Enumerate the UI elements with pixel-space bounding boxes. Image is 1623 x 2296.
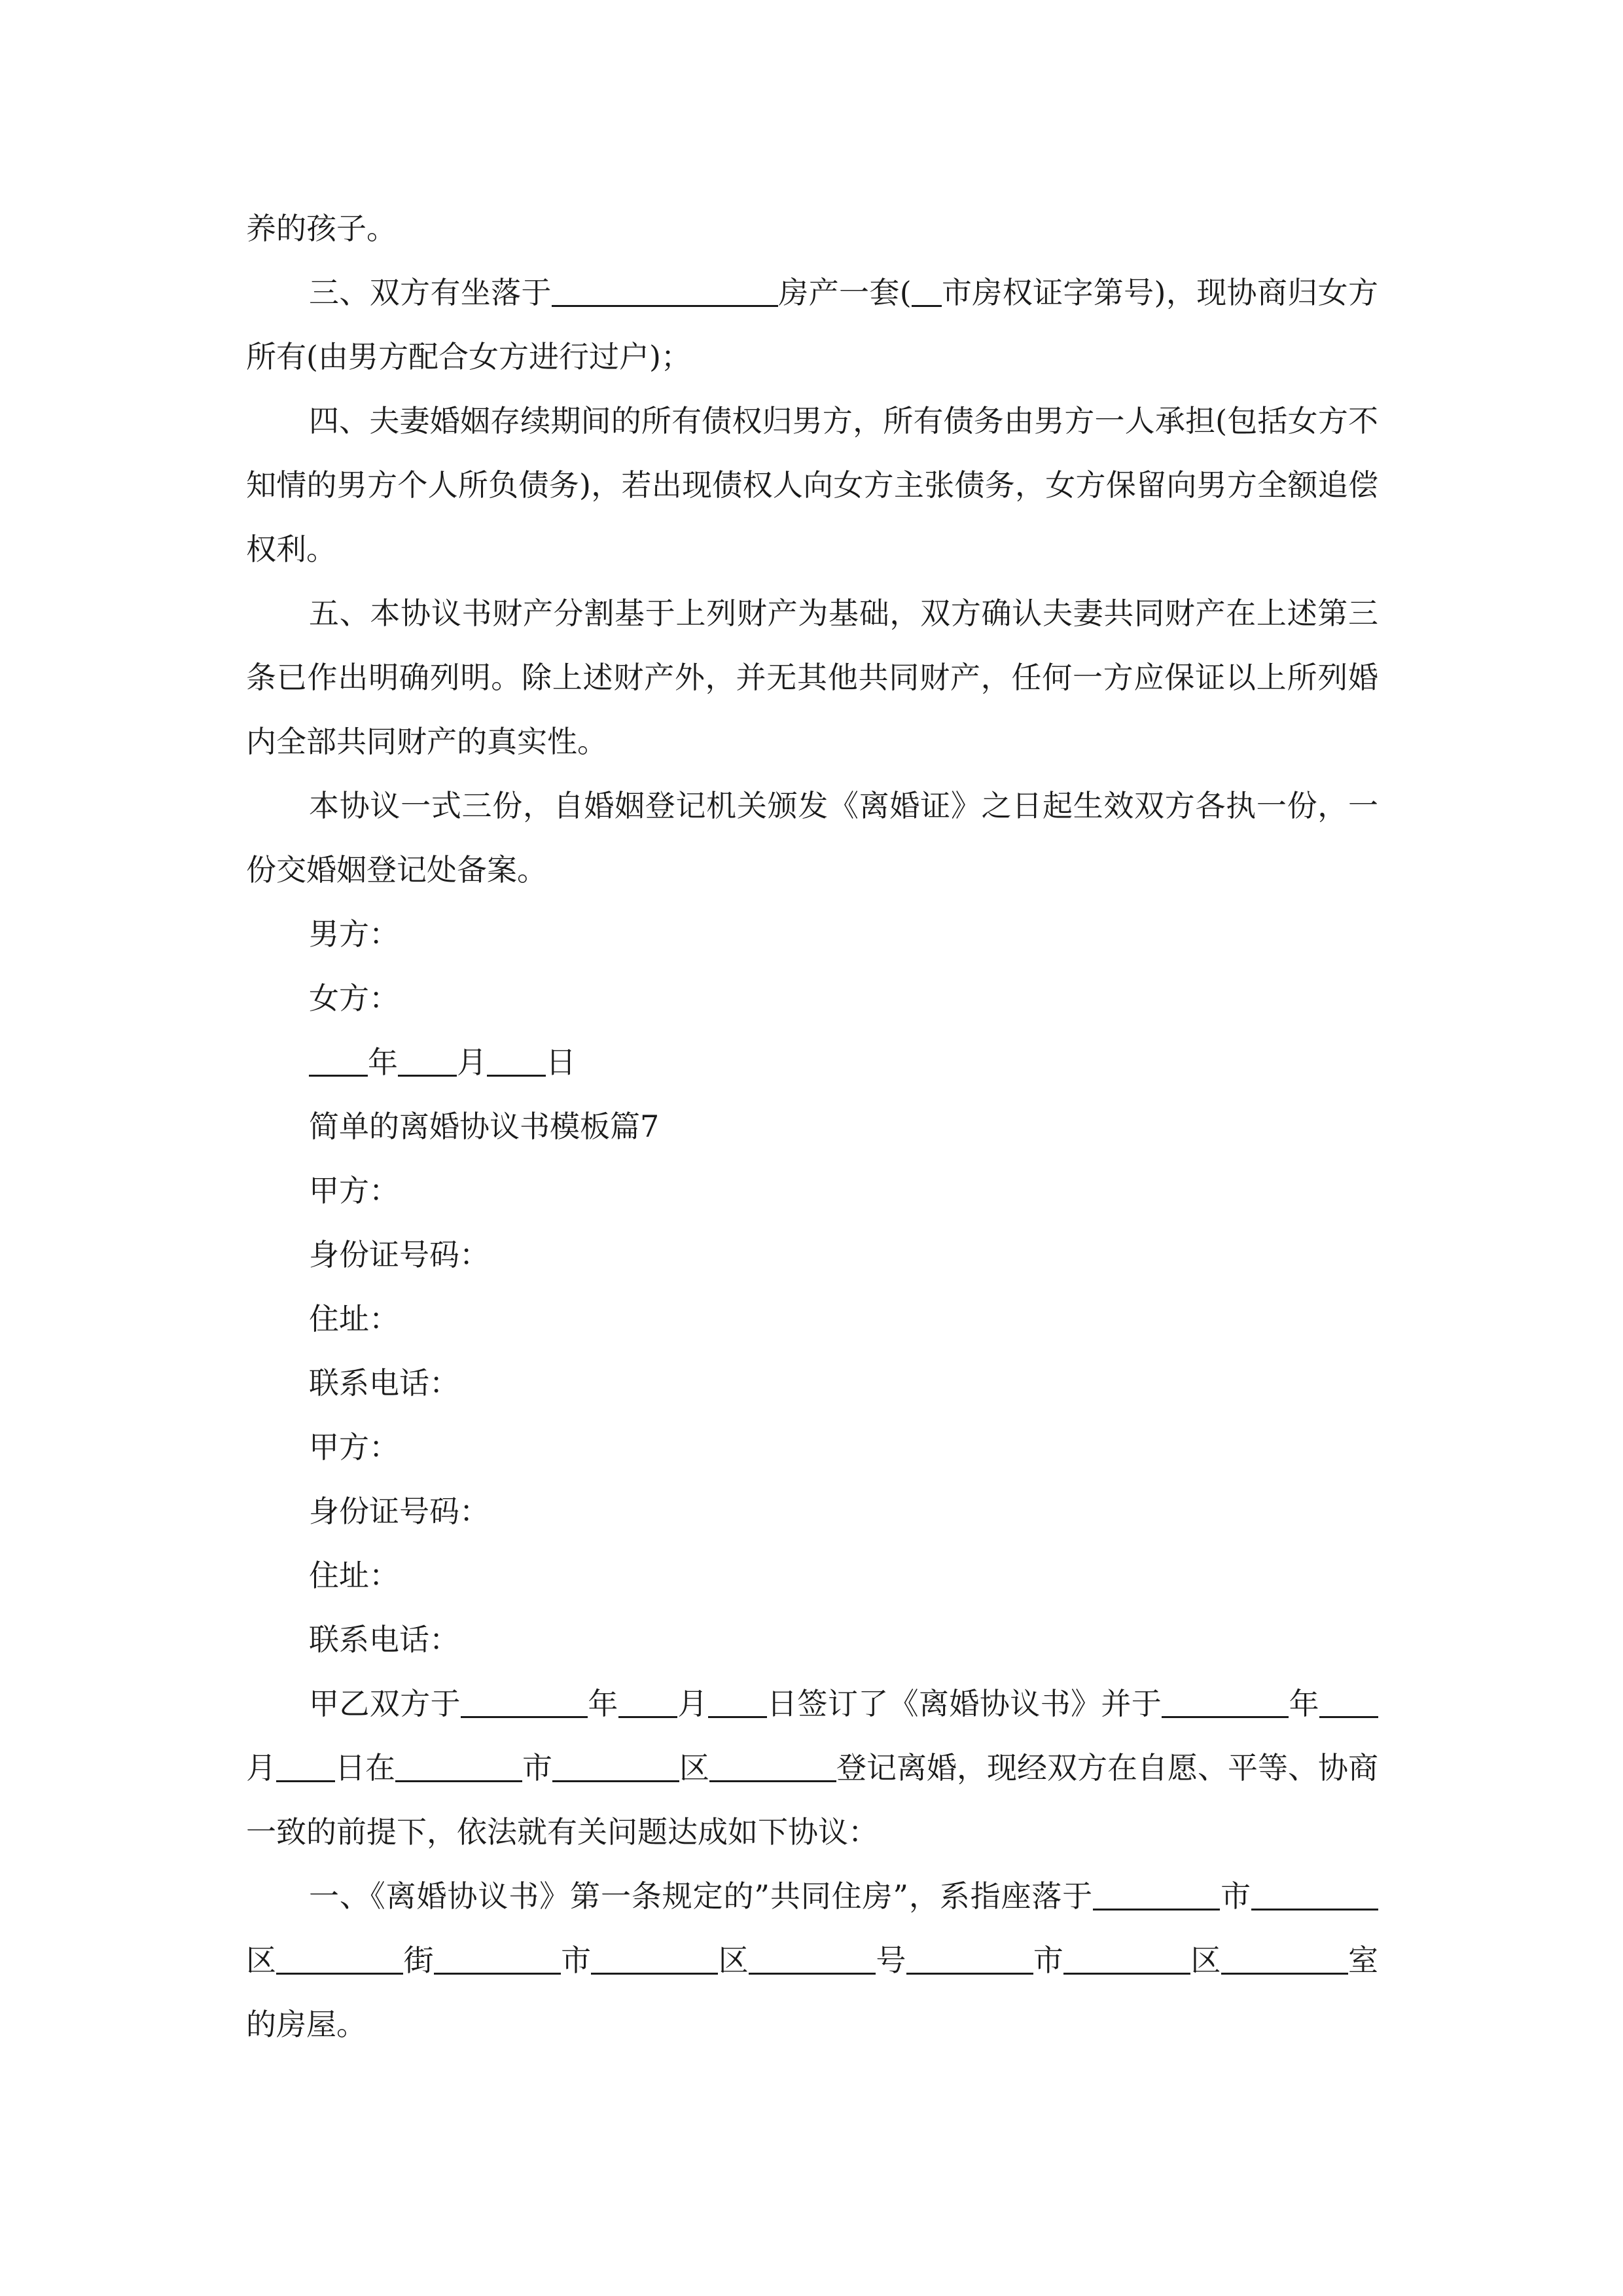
party1-address-label: 住址： xyxy=(309,1301,399,1336)
day-blank[interactable] xyxy=(487,1046,546,1077)
house-street-blank[interactable] xyxy=(276,1944,403,1975)
clause-one-text-d: 街 xyxy=(403,1943,434,1978)
house-city2-blank[interactable] xyxy=(434,1944,561,1975)
party2-label: 甲方： xyxy=(309,1429,399,1465)
month-label: 月 xyxy=(457,1045,487,1080)
preamble-text-h: 市 xyxy=(522,1750,552,1785)
clause-three-text-a: 三、双方有坐落于 xyxy=(309,275,552,310)
clause-one-text-i: 区 xyxy=(1190,1943,1221,1978)
party1-label: 甲方： xyxy=(309,1173,399,1208)
preamble-text-i: 区 xyxy=(679,1750,709,1785)
sign-month-blank[interactable] xyxy=(618,1687,677,1718)
clause-five xyxy=(246,581,1378,774)
copies-clause xyxy=(246,774,1378,902)
preamble-text-e: 年 xyxy=(1289,1686,1320,1721)
house-city-blank[interactable] xyxy=(1093,1880,1220,1910)
party1-phone-line xyxy=(246,1351,1378,1415)
clause-one-text-a: 一、《离婚协议书》第一条规定的”共同住房”，系指座落于 xyxy=(309,1878,1094,1914)
house-district2-blank[interactable] xyxy=(591,1944,718,1975)
male-signature xyxy=(246,902,1378,966)
preamble-text-f: 月 xyxy=(246,1750,276,1785)
copies-clause-text: 本协议一式三份，自婚姻登记机关颁发《离婚证》之日起生效双方各执一份，一份交婚姻登记处备案。 xyxy=(246,788,1378,888)
preamble-text-d: 日签订了《离婚协议书》并于 xyxy=(766,1686,1162,1721)
property-location-blank[interactable] xyxy=(552,276,778,307)
certificate-blank[interactable] xyxy=(912,276,942,307)
register-city-blank[interactable] xyxy=(395,1751,522,1782)
party1-id-label: 身份证号码： xyxy=(309,1237,490,1272)
date-line xyxy=(246,1030,1378,1094)
female-signature xyxy=(246,966,1378,1030)
house-district3-blank[interactable] xyxy=(1063,1944,1190,1975)
clause-three-text-c: 市房权证字第号)，现协商归女方所有(由男方配合女方进行过户)； xyxy=(246,275,1378,374)
preamble-text-a: 甲乙双方于 xyxy=(309,1686,461,1721)
agreement-preamble xyxy=(246,1672,1378,1864)
clause-one-text-c: 区 xyxy=(246,1943,277,1978)
clause-one-text-h: 市 xyxy=(1033,1943,1064,1978)
party1-id-line xyxy=(246,1223,1378,1287)
party2-address-line xyxy=(246,1543,1378,1607)
house-room-blank[interactable] xyxy=(1221,1944,1348,1975)
clause-one-text-e: 市 xyxy=(560,1943,592,1978)
document-body xyxy=(246,196,1378,2056)
month-blank[interactable] xyxy=(398,1046,457,1077)
clause-four-text: 四、夫妻婚姻存续期间的所有债权归男方，所有债务由男方一人承担(包括女方不知情的男方个人所负债务)，若出现债权人向女方主张债务，女方保留向男方全额追偿权利。 xyxy=(246,403,1378,567)
clause-four xyxy=(246,389,1378,581)
party1-label-line xyxy=(246,1158,1378,1223)
clause-one-text-j: 室的房屋。 xyxy=(246,1943,1379,2042)
register-month-blank[interactable] xyxy=(1319,1687,1378,1718)
clause-three-text-b: 房产一套( xyxy=(777,275,912,310)
year-label: 年 xyxy=(368,1045,398,1080)
register-district-blank[interactable] xyxy=(552,1751,679,1782)
preamble-text-c: 月 xyxy=(677,1686,708,1721)
house-district-blank[interactable] xyxy=(1251,1880,1378,1910)
party2-address-label: 住址： xyxy=(309,1558,399,1593)
register-year-blank[interactable] xyxy=(1162,1687,1289,1718)
agreement-clause-one xyxy=(246,1864,1378,2056)
register-office-blank[interactable] xyxy=(709,1751,836,1782)
party2-label-line xyxy=(246,1415,1378,1479)
register-day-blank[interactable] xyxy=(276,1751,335,1782)
preamble-text-g: 日在 xyxy=(335,1750,395,1785)
day-label: 日 xyxy=(546,1045,576,1080)
party2-phone-line xyxy=(246,1607,1378,1672)
female-label: 女方： xyxy=(309,980,399,1016)
preamble-text-b: 年 xyxy=(588,1686,618,1721)
section-title-text: 简单的离婚协议书模板篇7 xyxy=(309,1109,660,1144)
party1-address-line xyxy=(246,1287,1378,1351)
paragraph-continuation xyxy=(246,196,1378,260)
clause-one-text-f: 区 xyxy=(718,1943,749,1978)
clause-three xyxy=(246,260,1378,389)
male-label: 男方： xyxy=(309,916,399,952)
clause-five-text: 五、本协议书财产分割基于上列财产为基础，双方确认夫妻共同财产在上述第三条已作出明确列明。除上述财产外，并无其他共同财产，任何一方应保证以上所列婚内全部共同财产的真实性。 xyxy=(246,596,1378,759)
party2-id-label: 身份证号码： xyxy=(309,1494,490,1529)
party2-phone-label: 联系电话： xyxy=(309,1622,459,1657)
clause-one-text-b: 市 xyxy=(1220,1878,1251,1914)
clause-one-text-g: 号 xyxy=(876,1943,906,1978)
party1-phone-label: 联系电话： xyxy=(309,1365,459,1401)
house-city3-blank[interactable] xyxy=(906,1944,1033,1975)
section-title xyxy=(246,1094,1378,1158)
party2-id-line xyxy=(246,1479,1378,1543)
year-blank[interactable] xyxy=(309,1046,368,1077)
sign-year-blank[interactable] xyxy=(461,1687,588,1718)
house-number-blank[interactable] xyxy=(749,1944,876,1975)
preamble-text-j: 登记离婚，现经双方在自愿、平等、协商一致的前提下，依法就有关问题达成如下协议： xyxy=(246,1750,1378,1850)
continuation-text: 养的孩子。 xyxy=(246,211,397,246)
sign-day-blank[interactable] xyxy=(708,1687,767,1718)
